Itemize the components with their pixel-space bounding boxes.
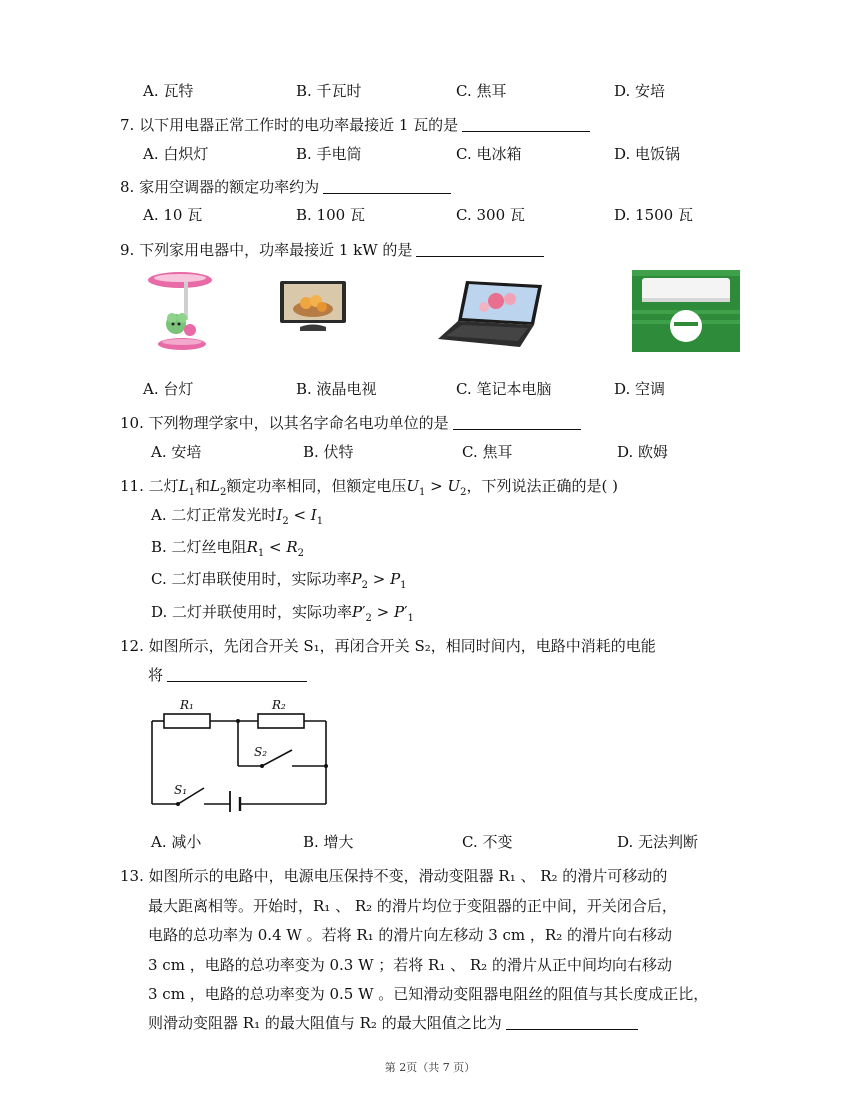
q13-line-4: 3 cm ，电路的总功率变为 0.3 W ；若将 R₁ 、 R₂ 的滑片从正中间均向右移动	[148, 956, 672, 974]
q6-options	[0, 79, 860, 103]
s2-label: S₂	[254, 745, 268, 759]
q11-stem: 11. 二灯$L_1$和$L_2$额定功率相同，但额定电压$U_1 > U_2$，下列说法正确的是( )	[120, 477, 618, 498]
q10-option-a[interactable]: A. 安培	[151, 443, 202, 461]
r1-label: R₁	[180, 698, 194, 712]
q8-options	[0, 203, 860, 227]
q8-option-b[interactable]: B. 100 瓦	[296, 206, 365, 224]
q13-line-5: 3 cm ，电路的总功率变为 0.5 W 。已知滑动变阻器电阻丝的阻值与其长度成正比，	[148, 985, 709, 1003]
q10-option-b[interactable]: B. 伏特	[303, 443, 354, 461]
q10-option-c[interactable]: C. 焦耳	[462, 443, 513, 461]
q9-stem	[0, 238, 860, 262]
q9-options	[0, 377, 860, 401]
q11-prefix: 11. 二灯	[120, 477, 179, 495]
q13-line-2: 最大距离相等。开始时，R₁ 、 R₂ 的滑片均位于变阻器的正中间，开关闭合后，	[148, 897, 677, 915]
q7-option-d[interactable]: D. 电饭锅	[614, 145, 681, 163]
q8-option-a[interactable]: A. 10 瓦	[143, 206, 203, 224]
q7-option-c[interactable]: C. 电冰箱	[456, 145, 522, 163]
q10-stem	[0, 411, 860, 435]
q12-stem-line2: 将	[0, 663, 860, 687]
q12-option-d[interactable]: D. 无法判断	[617, 833, 699, 851]
q6-option-a[interactable]: A. 瓦特	[143, 82, 194, 100]
q12-text: 12. 如图所示，先闭合开关 S₁，再闭合开关 S₂，相同时间内，电路中消耗的电能	[120, 637, 656, 655]
q11-l1-symbol: L	[178, 477, 189, 495]
q8-option-c[interactable]: C. 300 瓦	[456, 206, 525, 224]
q7-answer-blank[interactable]	[462, 115, 590, 132]
q11-option-b[interactable]: B. 二灯丝电阻$R_1 < R_2$	[151, 538, 305, 559]
q10-text: 10. 下列物理学家中，以其名字命名电功单位的是	[120, 414, 449, 432]
q13-line-3: 电路的总功率为 0.4 W 。若将 R₁ 的滑片向左移动 3 cm ，R₂ 的滑片向右移动	[148, 926, 672, 944]
q12-option-c[interactable]: C. 不变	[462, 833, 513, 851]
q7-options	[0, 142, 860, 166]
q13-answer-blank[interactable]	[506, 1013, 638, 1030]
q12-options	[0, 830, 860, 854]
s1-label: S₁	[174, 783, 188, 797]
q11-option-d[interactable]: D. 二灯并联使用时，实际功率$P'_2 > P'_1$	[151, 603, 414, 624]
q6-option-c[interactable]: C. 焦耳	[456, 82, 507, 100]
q8-stem	[0, 175, 860, 199]
q9-option-d[interactable]: D. 空调	[614, 380, 666, 398]
q7-option-b[interactable]: B. 手电筒	[296, 145, 362, 163]
q12-circuit-diagram	[142, 690, 336, 812]
q12-stem-line1	[0, 634, 860, 658]
q11-l2-symbol: L	[209, 477, 220, 495]
q13-line-1: 13. 如图所示的电路中，电源电压保持不变，滑动变阻器 R₁ 、 R₂ 的滑片可移动的	[120, 867, 668, 885]
q12-option-a[interactable]: A. 减小	[151, 833, 202, 851]
r2-label: R₂	[272, 698, 286, 712]
q7-stem	[0, 113, 860, 137]
q9-option-b[interactable]: B. 液晶电视	[296, 380, 377, 398]
q9-answer-blank[interactable]	[416, 240, 544, 257]
q9-text: 9. 下列家用电器中，功率最接近 1 kW 的是	[120, 241, 413, 259]
q11-option-a[interactable]: A. 二灯正常发光时$I_2 < I_1$	[151, 506, 324, 527]
lcd-tv-image	[278, 279, 348, 333]
laptop-image	[436, 279, 544, 349]
desk-lamp-image	[144, 268, 216, 352]
q9-option-c[interactable]: C. 笔记本电脑	[456, 380, 552, 398]
air-conditioner-image	[632, 270, 740, 352]
q8-option-d[interactable]: D. 1500 瓦	[614, 206, 693, 224]
q13-line-6: 则滑动变阻器 R₁ 的最大阻值与 R₂ 的最大阻值之比为	[0, 1011, 860, 1035]
q6-option-b[interactable]: B. 千瓦时	[296, 82, 362, 100]
q10-answer-blank[interactable]	[453, 413, 581, 430]
q12-answer-blank[interactable]	[167, 665, 307, 682]
q10-options	[0, 440, 860, 464]
q7-option-a[interactable]: A. 白炽灯	[143, 145, 209, 163]
q12-option-b[interactable]: B. 增大	[303, 833, 354, 851]
q6-option-d[interactable]: D. 安培	[614, 82, 666, 100]
q8-answer-blank[interactable]	[323, 177, 451, 194]
q9-option-a[interactable]: A. 台灯	[143, 380, 194, 398]
q10-option-d[interactable]: D. 欧姆	[617, 443, 669, 461]
q7-text: 7. 以下用电器正常工作时的电功率最接近 1 瓦的是	[120, 116, 459, 134]
page-footer: 第 2页（共 7 页）	[384, 1061, 476, 1074]
q11-option-c[interactable]: C. 二灯串联使用时，实际功率$P_2 > P_1$	[151, 570, 407, 591]
q8-text: 8. 家用空调器的额定功率约为	[120, 178, 320, 196]
